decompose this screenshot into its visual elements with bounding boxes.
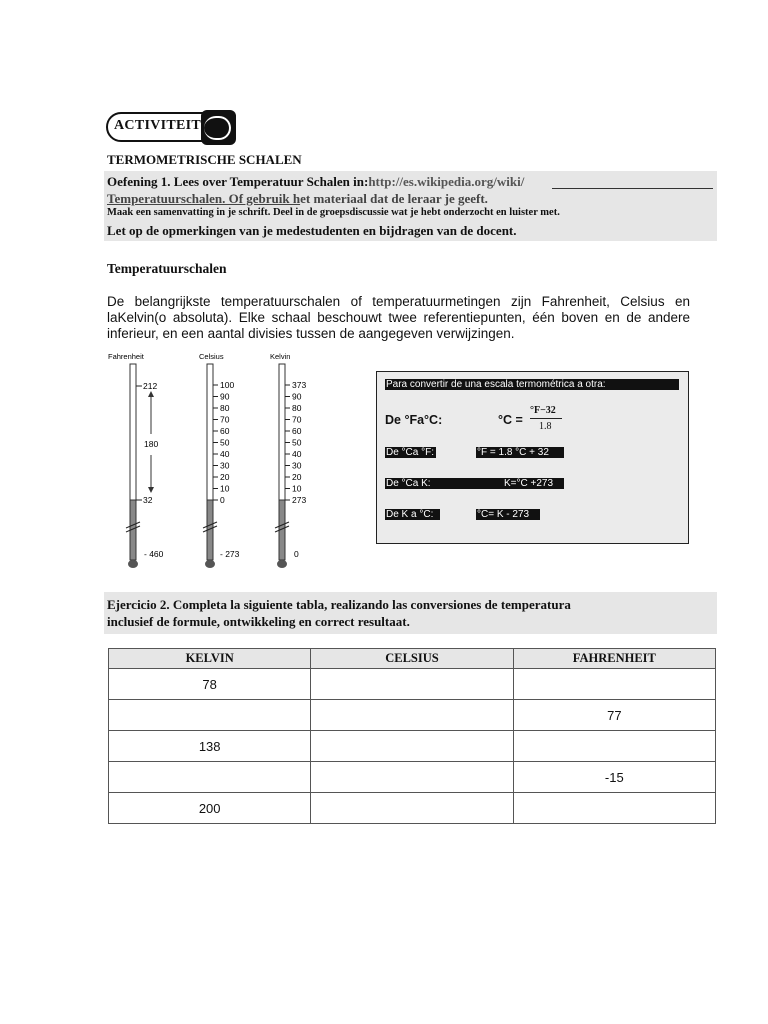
kelvin-tick-label: 40 xyxy=(292,449,302,459)
intro-paragraph: De belangrijkste temperatuurschalen of temperatuurmetingen zijn Fahrenheit, Celsius en laKelvin(o absoluta). Elke schaal beschouwt twee referentiepunten, één boven en de andere inferieur, en een aantal divisies tussen de aangegeven verwijzingen. xyxy=(107,294,690,341)
exercise1-link[interactable]: http://es.wikipedia.org/wiki/ xyxy=(368,174,525,189)
celsius-tick-label: 70 xyxy=(220,414,230,425)
cell-kelvin[interactable] xyxy=(109,762,311,793)
celsius-bulb xyxy=(205,560,215,568)
table-row xyxy=(109,700,716,731)
cell-fahrenheit[interactable] xyxy=(513,731,715,762)
celsius-ticks xyxy=(213,380,234,505)
exercise1-line1 xyxy=(107,174,524,190)
fahrenheit-top-label: 212 xyxy=(143,381,158,391)
cell-kelvin[interactable]: 138 xyxy=(109,731,311,762)
kelvin-tick-label: 90 xyxy=(292,391,302,402)
header-fahrenheit: FAHRENHEIT xyxy=(513,649,715,669)
table-row xyxy=(109,669,716,700)
kelvin-bottom-label: 0 xyxy=(294,549,299,559)
fahrenheit-freeze-label: 32 xyxy=(143,495,153,505)
table-header-row xyxy=(109,649,716,669)
conversion-table xyxy=(108,648,716,824)
kelvin-tick-label: 70 xyxy=(292,414,302,425)
c-to-k-label: De °Ca K: xyxy=(386,478,431,489)
kelvin-ticks xyxy=(285,380,306,505)
kelvin-bulb xyxy=(277,560,287,568)
exercise1-line4: Let op de opmerkingen van je medestudenten en bijdragen van de docent. xyxy=(107,223,517,238)
kelvin-tick-label: 80 xyxy=(292,403,302,413)
f-to-c-label: De °Fa°C: xyxy=(385,413,443,427)
exercise1-blank-line xyxy=(552,188,713,189)
fahrenheit-bulb xyxy=(128,560,138,568)
f-to-c-lhs: °C = xyxy=(498,413,523,427)
formula-header: Para convertir de una escala termométrica a otra: xyxy=(386,379,606,390)
cell-fahrenheit[interactable] xyxy=(513,793,715,824)
exercise1-link-continued[interactable]: Temperatuurschalen. Of gebruik h xyxy=(107,191,301,206)
celsius-label: Celsius xyxy=(199,352,224,361)
table-row xyxy=(109,793,716,824)
c-to-k-formula: K=°C +273 xyxy=(504,478,554,489)
kelvin-tube xyxy=(279,364,285,500)
exercise2-line1: Ejercicio 2. Completa la siguiente tabla, realizando las conversiones de temperatura xyxy=(107,597,571,612)
table-row xyxy=(109,762,716,793)
k-to-c-formula: °C= K - 273 xyxy=(477,509,530,520)
exercise1-line3: Maak een samenvatting in je schrift. Deel in de groepsdiscussie wat je hebt onderzocht en luister met. xyxy=(107,207,560,218)
fahrenheit-label: Fahrenheit xyxy=(108,352,144,361)
cell-celsius[interactable] xyxy=(311,793,513,824)
fahrenheit-mid-label: 180 xyxy=(144,439,159,449)
activity-label: ACTIVITEIT xyxy=(114,118,202,133)
exercise2-line2: inclusief de formule, ontwikkeling en correct resultaat. xyxy=(107,614,410,629)
celsius-tick-label: 30 xyxy=(220,460,230,471)
cell-kelvin[interactable]: 78 xyxy=(109,669,311,700)
cell-celsius[interactable] xyxy=(311,731,513,762)
kelvin-tick-label: 373 xyxy=(292,380,307,390)
celsius-bottom-label: - 273 xyxy=(220,549,240,559)
sub-heading: Temperatuurschalen xyxy=(107,261,227,276)
cell-celsius[interactable] xyxy=(311,762,513,793)
conversion-formulas-box xyxy=(376,371,689,544)
thermometers-illustration xyxy=(104,350,316,572)
fahrenheit-tube xyxy=(130,364,136,500)
kelvin-tick-label: 50 xyxy=(292,437,302,448)
fahrenheit-arrowhead-up xyxy=(148,391,154,397)
exercise1-line2 xyxy=(107,191,488,207)
cell-kelvin[interactable] xyxy=(109,700,311,731)
c-to-f-label: De °Ca °F: xyxy=(386,447,435,458)
celsius-tick-label: 10 xyxy=(220,483,230,494)
f-to-c-fraction-bar xyxy=(530,418,562,419)
header-celsius: CELSIUS xyxy=(311,649,513,669)
celsius-tube xyxy=(207,364,213,500)
activity-badge-cap-ring xyxy=(204,116,231,140)
cell-celsius[interactable] xyxy=(311,669,513,700)
fahrenheit-arrowhead-down xyxy=(148,487,154,493)
k-to-c-label: De K a °C: xyxy=(386,509,434,520)
celsius-tick-label: 60 xyxy=(220,426,230,436)
exercise1-line2-rest: et materiaal dat de leraar je geeft. xyxy=(300,191,488,206)
cell-kelvin[interactable]: 200 xyxy=(109,793,311,824)
table-row xyxy=(109,731,716,762)
kelvin-tick-label: 10 xyxy=(292,483,302,494)
exercise1-text: Oefening 1. Lees over Temperatuur Schalen in: xyxy=(107,174,369,189)
c-to-f-formula: °F = 1.8 °C + 32 xyxy=(477,447,549,458)
cell-fahrenheit[interactable]: 77 xyxy=(513,700,715,731)
kelvin-tick-label: 60 xyxy=(292,426,302,436)
cell-fahrenheit[interactable] xyxy=(513,669,715,700)
f-to-c-numerator: °F−32 xyxy=(530,405,556,416)
celsius-tick-label: 40 xyxy=(220,449,230,459)
kelvin-tick-label: 20 xyxy=(292,472,302,482)
celsius-tick-label: 90 xyxy=(220,391,230,402)
cell-celsius[interactable] xyxy=(311,700,513,731)
celsius-tick-label: 50 xyxy=(220,437,230,448)
celsius-tick-label: 0 xyxy=(220,495,225,505)
celsius-tick-label: 100 xyxy=(220,380,235,390)
f-to-c-denominator: 1.8 xyxy=(539,421,552,432)
cell-fahrenheit[interactable]: -15 xyxy=(513,762,715,793)
section-title: TERMOMETRISCHE SCHALEN xyxy=(107,152,302,167)
fahrenheit-bottom-label: - 460 xyxy=(144,549,164,559)
kelvin-tick-label: 273 xyxy=(292,495,307,505)
kelvin-label: Kelvin xyxy=(270,352,291,361)
header-kelvin: KELVIN xyxy=(109,649,311,669)
celsius-tick-label: 20 xyxy=(220,472,230,482)
kelvin-tick-label: 30 xyxy=(292,460,302,471)
celsius-tick-label: 80 xyxy=(220,403,230,413)
